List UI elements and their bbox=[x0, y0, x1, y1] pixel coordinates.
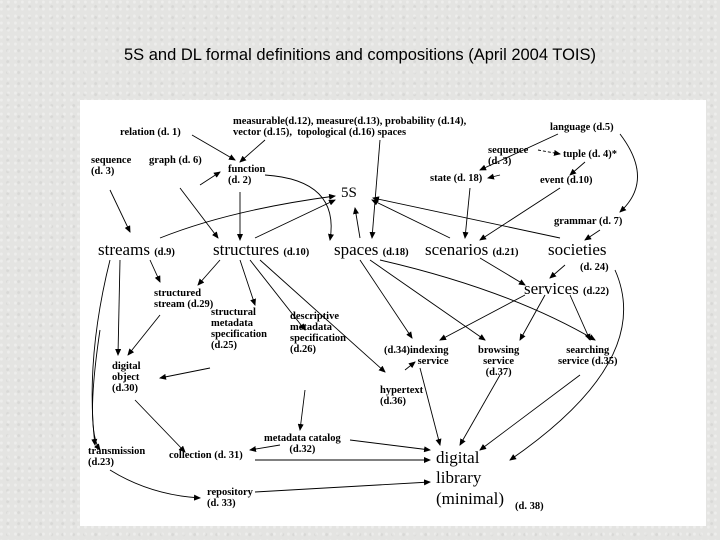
arrow-sequence-streams bbox=[110, 190, 130, 232]
arrow-digitalobject-collection bbox=[135, 400, 185, 452]
node-spaces bbox=[334, 241, 409, 259]
arrow-grammar-societies bbox=[585, 230, 600, 240]
structures-def: (d.10) bbox=[283, 247, 310, 258]
arrow-spaces-5s bbox=[355, 208, 360, 238]
arrow-societies-services bbox=[550, 265, 565, 278]
slide-title: 5S and DL formal definitions and compositions (April 2004 TOIS) bbox=[123, 46, 597, 64]
arrow-seqright-state bbox=[488, 175, 500, 178]
node-structural-metadata: structural metadata specification (d.25) bbox=[211, 307, 267, 352]
arrow-language-grammar bbox=[620, 134, 638, 212]
node-sequence-left: sequence (d. 3) bbox=[91, 155, 132, 178]
node-descriptive-metadata: descriptive metadata specification (d.26) bbox=[290, 311, 346, 356]
node-digital-object: digital object (d.30) bbox=[112, 361, 141, 395]
arrow-streams-transmission bbox=[92, 260, 110, 445]
arrow-seqright-tuple bbox=[538, 150, 560, 154]
node-societies: societies bbox=[548, 240, 607, 259]
arrow-state-scenarios bbox=[465, 188, 470, 238]
node-scenarios bbox=[425, 241, 518, 259]
arrow-searching-library bbox=[480, 375, 580, 450]
node-5s: 5S bbox=[341, 185, 357, 201]
arrow-spaces-searching bbox=[380, 260, 595, 340]
arrow-spaces-indexing bbox=[360, 260, 412, 338]
arrow-structures-structuredstream bbox=[198, 260, 220, 285]
arrow-measurable-spaces bbox=[372, 140, 380, 238]
arrow-repository-library bbox=[255, 482, 430, 492]
node-digital-library: digital library (minimal) bbox=[436, 448, 504, 508]
arrow-tuple-event bbox=[570, 162, 585, 175]
arrow-services-searching bbox=[570, 295, 590, 340]
arrow-measurable-function bbox=[240, 140, 265, 162]
arrow-structmeta-digitalobject bbox=[160, 368, 210, 378]
scenarios-label: scenarios bbox=[425, 240, 489, 259]
arrow-event-scenarios bbox=[480, 188, 560, 240]
arrow-structures-structmeta bbox=[240, 260, 255, 305]
node-transmission: transmission (d.23) bbox=[88, 446, 146, 469]
scenarios-def: (d.21) bbox=[492, 247, 519, 258]
node-collection: collection (d. 31) bbox=[169, 450, 243, 461]
node-graph: graph (d. 6) bbox=[149, 155, 202, 166]
structures-label: structures bbox=[213, 240, 280, 259]
arrow-transmission-repository bbox=[110, 470, 200, 498]
arrow-browsing-library bbox=[460, 375, 500, 445]
arrow-metacatalog-library bbox=[350, 440, 430, 450]
node-repository: repository (d. 33) bbox=[207, 487, 253, 510]
streams-def: (d.9) bbox=[154, 247, 175, 258]
node-grammar: grammar (d. 7) bbox=[554, 216, 623, 227]
arrow-services-browsing bbox=[520, 295, 545, 340]
node-state: state (d. 18) bbox=[430, 173, 483, 184]
node-streams bbox=[98, 241, 175, 259]
diagram-panel bbox=[80, 100, 706, 526]
node-function: function (d. 2) bbox=[228, 164, 266, 187]
node-tuple: tuple (d. 4)* bbox=[563, 149, 617, 160]
node-hypertext: hypertext (d.36) bbox=[380, 385, 424, 408]
services-label: services bbox=[524, 279, 579, 298]
arrow-streams-digitalobject bbox=[118, 260, 120, 355]
node-structured-stream: structured stream (d.29) bbox=[154, 288, 214, 311]
arrow-streams-structuredstream bbox=[150, 260, 160, 282]
arrow-descmeta-metacatalog bbox=[300, 390, 305, 430]
spaces-def: (d.18) bbox=[382, 247, 409, 258]
node-services bbox=[524, 280, 609, 298]
arrow-structuredstream-digitalobject bbox=[128, 315, 160, 355]
node-sequence-right: sequence (d. 3) bbox=[488, 145, 529, 168]
arrow-structures-5s bbox=[255, 200, 335, 238]
node-searching-service: searching service (d.35) bbox=[558, 345, 618, 368]
node-measurable-spaces: measurable(d.12), measure(d.13), probability (d.14), vector (d.15), topological (d.16) spaces bbox=[233, 116, 467, 139]
arrow-function-spaces bbox=[265, 175, 331, 240]
spaces-label: spaces bbox=[334, 240, 379, 259]
arrow-graph-structures bbox=[180, 188, 218, 238]
node-language: language (d.5) bbox=[550, 122, 614, 133]
arrow-graph-function bbox=[200, 172, 220, 185]
streams-label: streams bbox=[98, 240, 150, 259]
node-indexing-service: (d.34)indexing service bbox=[384, 345, 449, 368]
arrow-scenarios-services bbox=[480, 258, 525, 285]
node-societies-def: (d. 24) bbox=[580, 262, 609, 273]
node-relation: relation (d. 1) bbox=[120, 127, 181, 138]
node-structures bbox=[213, 241, 309, 259]
arrow-societies-5s bbox=[373, 198, 560, 238]
node-event: event (d.10) bbox=[540, 175, 593, 186]
node-digital-library-def: (d. 38) bbox=[515, 501, 544, 512]
services-def: (d.22) bbox=[583, 286, 609, 297]
arrow-streams-5s bbox=[160, 196, 335, 238]
node-browsing-service: browsing service (d.37) bbox=[478, 345, 520, 379]
node-metadata-catalog: metadata catalog (d.32) bbox=[264, 433, 341, 456]
